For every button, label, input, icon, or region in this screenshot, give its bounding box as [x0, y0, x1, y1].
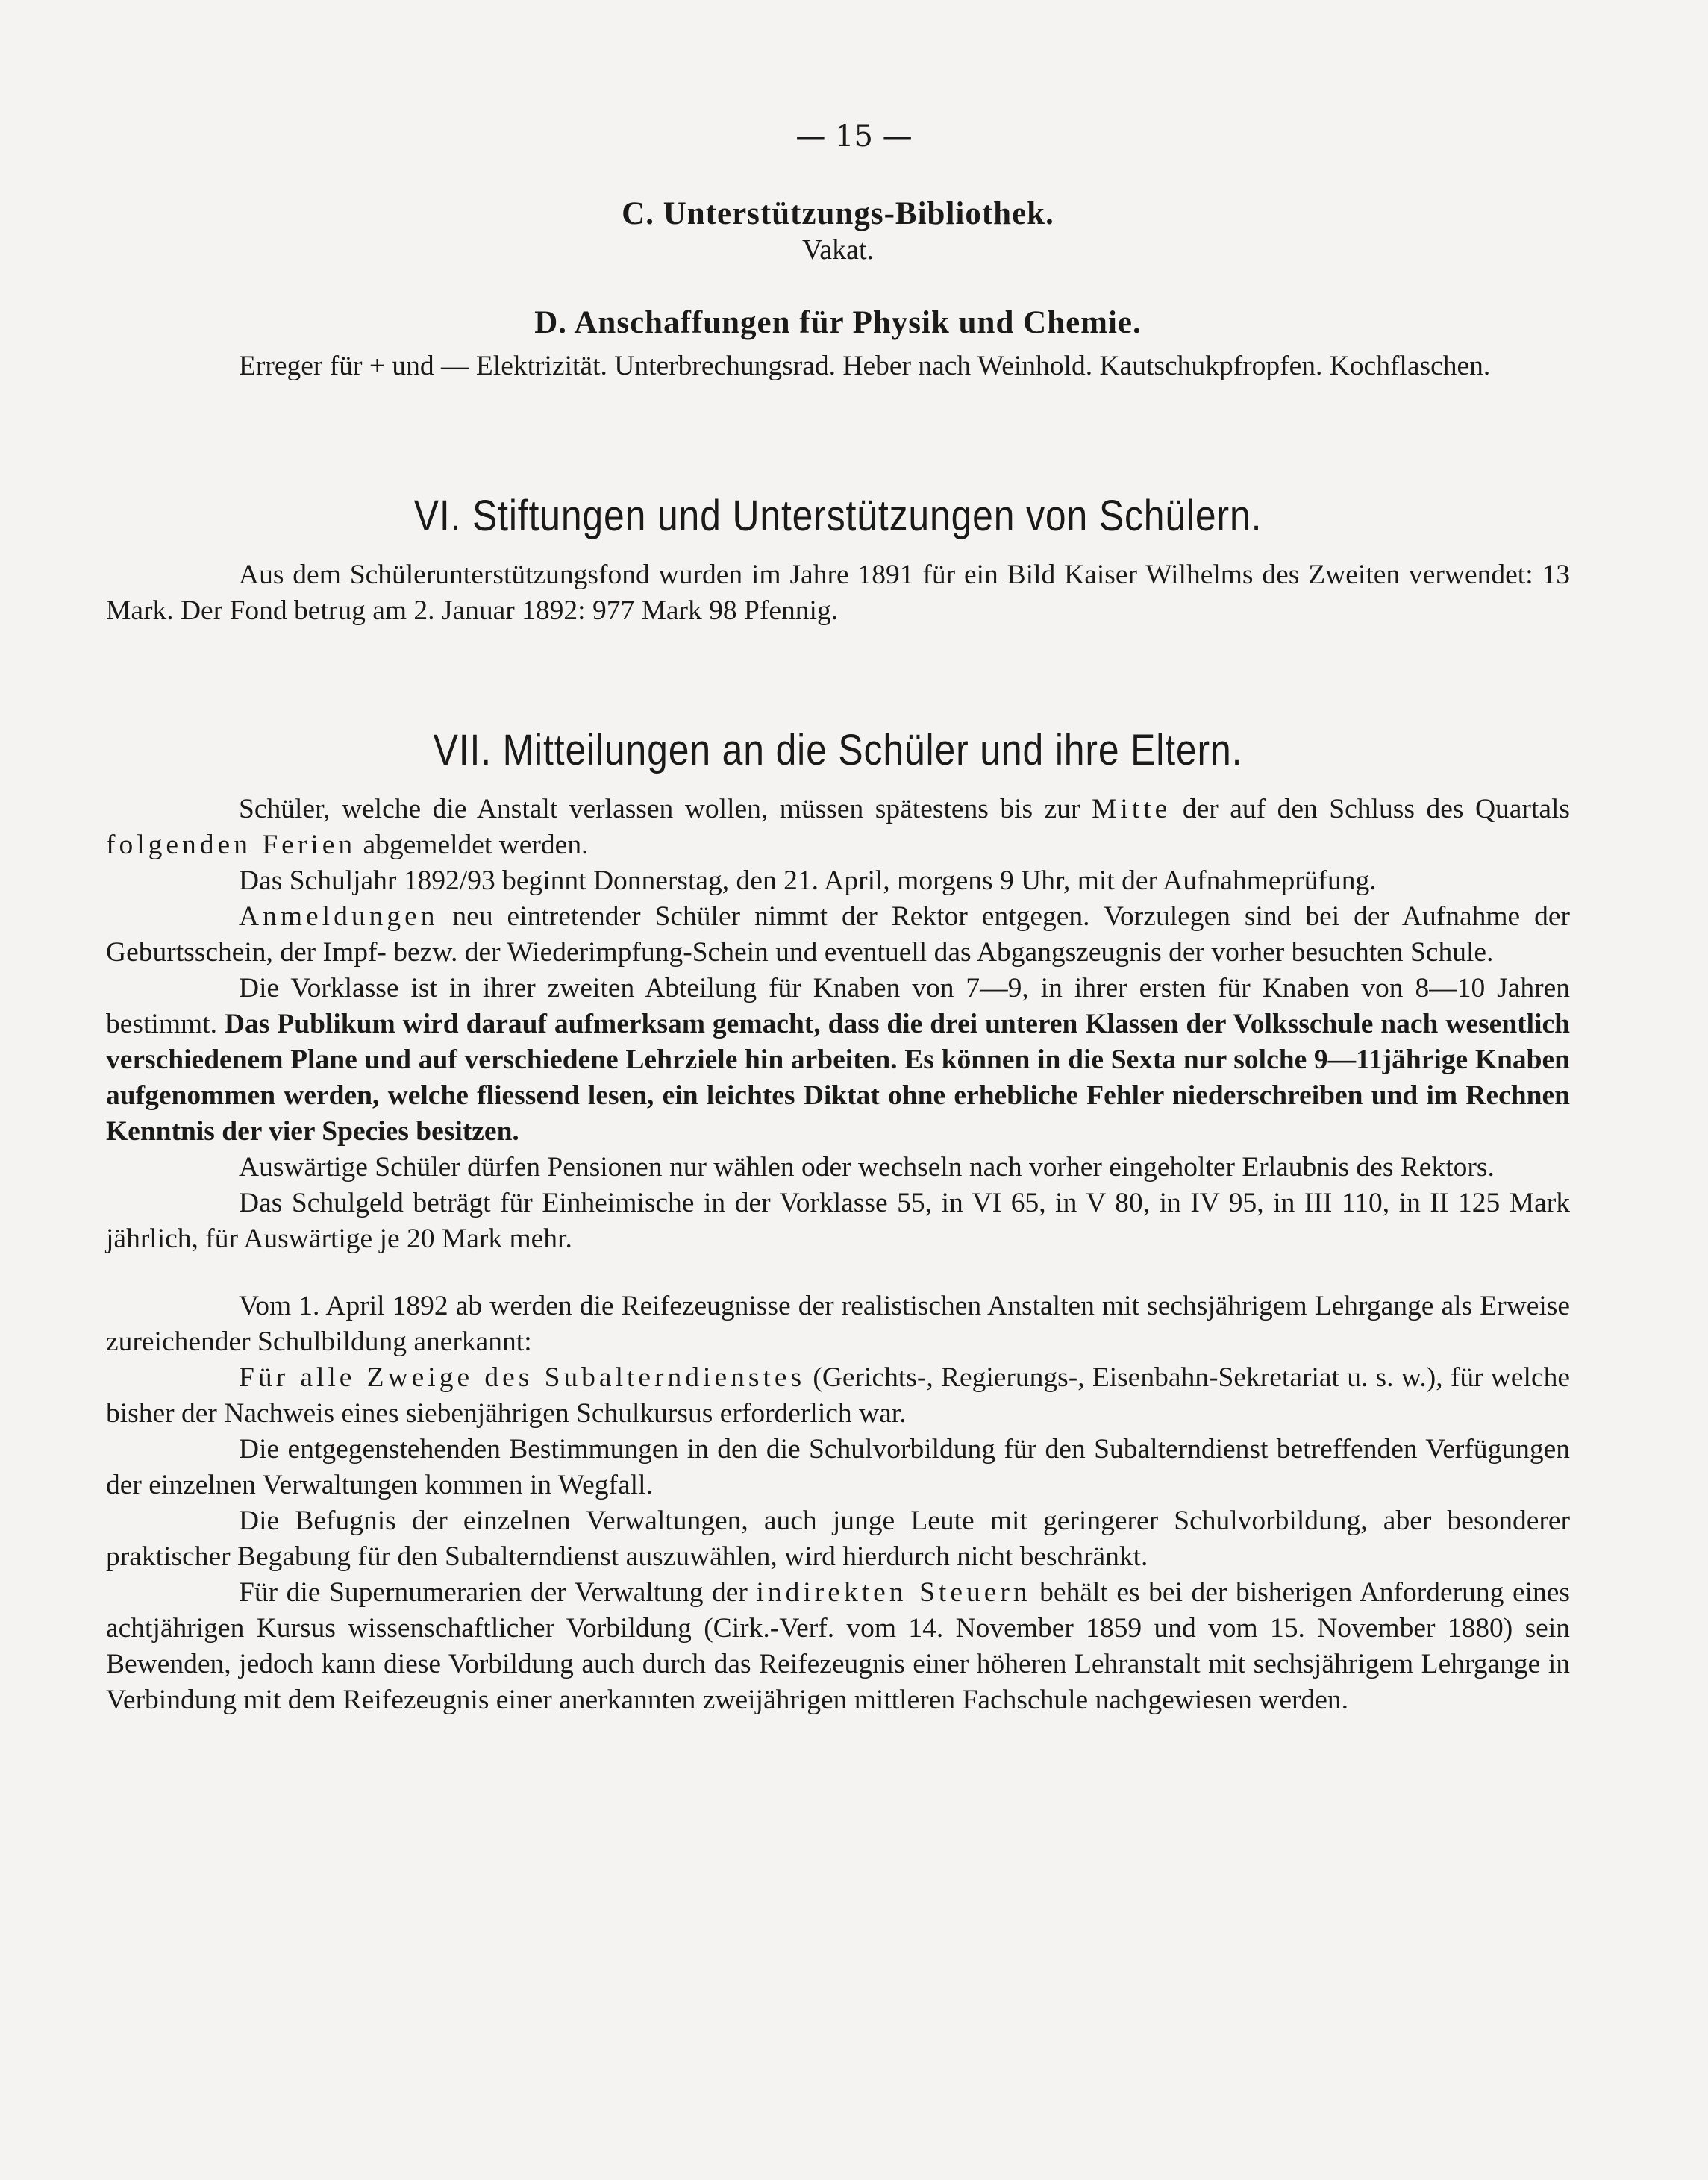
- paragraph-auswaertige: Auswärtige Schüler dürfen Pensionen nur wählen oder wechseln nach vorher eingeholter Erlaubnis des Rektors.: [239, 1152, 1495, 1183]
- section-c-note: Vakat.: [801, 234, 875, 266]
- p8-text-b: (Gerichts-, Regierungs-, Eisenbahn-Sekretariat u. s. w.), für welche bisher der Nachweis eines siebenjährigen Schulkursus erforderlich war.: [106, 1362, 1570, 1429]
- p11-text-b: indirekten Steuern: [756, 1577, 1031, 1608]
- section-vii-heading: VII. Mitteilungen an die Schüler und ihre Eltern.: [433, 726, 1243, 774]
- section-d-text: Erreger für + und — Elektrizität. Unterbrechungsrad. Heber nach Weinhold. Kautschukpfropfen. Kochflaschen.: [239, 351, 1491, 381]
- p3-text-b: neu eintretender Schüler nimmt der Rektor entgegen. Vorzulegen sind bei der Aufnahme der Geburtsschein, der Impf- bezw. der Wiederimpfung-Schein und eventuell das Abgangszeugnis der vorher besuchten Schule.: [106, 901, 1570, 968]
- p8-text-a: Für alle Zweige des Subalterndienstes: [239, 1362, 806, 1393]
- section-d-heading: D. Anschaffungen für Physik und Chemie.: [534, 305, 1142, 340]
- section-vi-text: Aus dem Schülerunterstützungsfond wurden im Jahre 1891 für ein Bild Kaiser Wilhelms des Zweiten verwendet: 13 Mark. Der Fond betrug am 2. Januar 1892: 977 Mark 98 Pfennig.: [106, 560, 1570, 626]
- paragraph-reifezeugnisse: Vom 1. April 1892 ab werden die Reifezeugnisse der realistischen Anstalten mit sechsjährigem Lehrgange als Erweise zureichender Schulbildung anerkannt:: [106, 1291, 1570, 1357]
- page-number: — 15 —: [795, 119, 913, 154]
- section-vi-heading: VI. Stiftungen und Unterstützungen von Schülern.: [413, 492, 1263, 540]
- paragraph-schuljahr: Das Schuljahr 1892/93 beginnt Donnerstag, den 21. April, morgens 9 Uhr, mit der Aufnahmeprüfung.: [239, 865, 1377, 896]
- paragraph-supernumerarien: [106, 1575, 1570, 1718]
- p3-text-a: Anmeldungen: [239, 901, 439, 932]
- paragraph-subalterndienst: [106, 1360, 1570, 1432]
- p4-text-a: Die Vorklasse ist in ihrer zweiten Abteilung für Knaben von 7—9, in ihrer ersten für Knaben von 8—10 Jahren bestimmt.: [106, 973, 1570, 1039]
- p11-text-a: Für die Supernumerarien der Verwaltung der: [239, 1577, 757, 1608]
- section-c: [106, 195, 1570, 266]
- paragraph-anmeldungen: [106, 899, 1570, 971]
- paragraph-befugnis: Die Befugnis der einzelnen Verwaltungen, auch junge Leute mit geringerer Schulvorbildung, aber besonderer praktischer Begabung für den Subalterndienst auszuwählen, wird hierdurch nicht beschränkt.: [106, 1506, 1570, 1572]
- p11-text-c: behält es bei der bisherigen Anforderung eines achtjährigen Kursus wissenschaftlicher Vorbildung (Cirk.-Verf. vom 14. November 1859 und vom 15. November 1880) sein Bewenden, jedoch kann diese Vorbildung auch durch das Reifezeugnis einer höheren Lehranstalt mit sechsjährigem Lehrgange in Verbindung mit dem Reifezeugnis einer anerkannten zweijährigen mittleren Fachschule nachgewiesen werden.: [106, 1577, 1570, 1715]
- paragraph-vorklasse: [106, 971, 1570, 1150]
- p1-text-a: Schüler, welche die Anstalt verlassen wollen, müssen spätestens bis zur: [239, 794, 1092, 824]
- paragraph-bestimmungen: Die entgegenstehenden Bestimmungen in den die Schulvorbildung für den Subalterndienst betreffenden Verfügungen der einzelnen Verwaltungen kommen in Wegfall.: [106, 1434, 1570, 1500]
- section-c-heading: C. Unterstützungs-Bibliothek.: [622, 196, 1054, 231]
- p1-text-c: der auf den Schluss des Quartals: [1171, 794, 1570, 824]
- p1-text-d: folgenden Ferien: [106, 830, 357, 860]
- p1-text-e: abgemeldet werden.: [356, 830, 589, 860]
- p4-text-b: Das Publikum wird darauf aufmerksam gemacht, dass die drei unteren Klassen der Volksschule nach wesentlich verschiedenem Plane und auf verschiedene Lehrziele hin arbeiten. Es können in die Sexta nur solche 9—11jährige Knaben aufgenommen werden, welche fliessend lesen, ein leichtes Diktat ohne erhebliche Fehler niederschreiben und im Rechnen Kenntnis der vier Species besitzen.: [106, 1009, 1570, 1147]
- p1-text-b: Mitte: [1092, 794, 1171, 824]
- section-vi: [106, 491, 1570, 629]
- paragraph-abmeldung: [106, 792, 1570, 863]
- paragraph-schulgeld: Das Schulgeld beträgt für Einheimische in der Vorklasse 55, in VI 65, in V 80, in IV 95, in III 110, in II 125 Mark jährlich, für Auswärtige je 20 Mark mehr.: [106, 1188, 1570, 1254]
- section-vii: [106, 725, 1570, 1718]
- section-d: [106, 304, 1570, 384]
